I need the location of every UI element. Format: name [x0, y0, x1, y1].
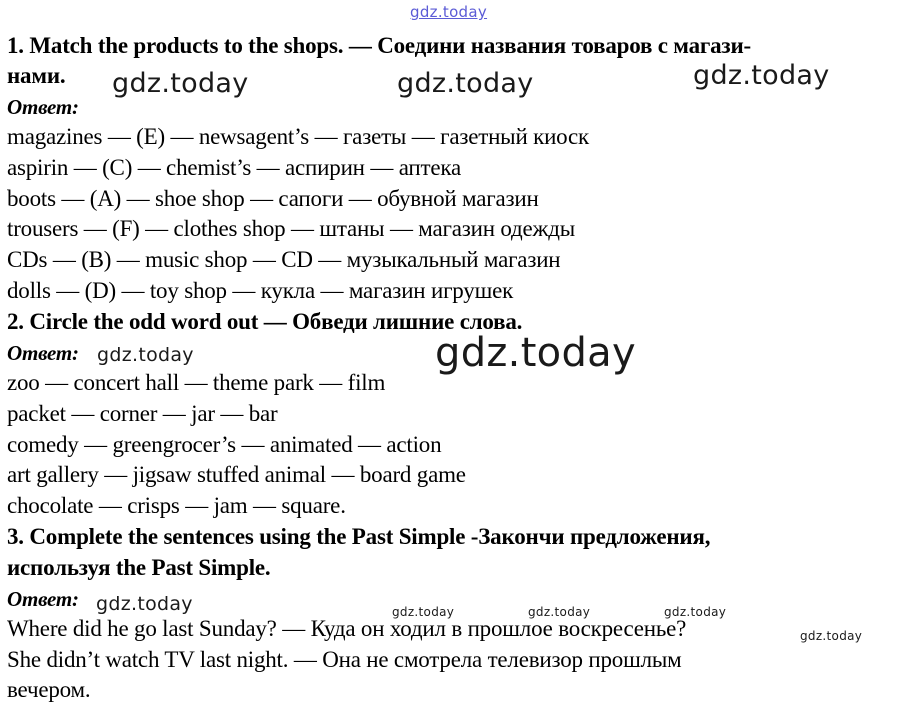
- watermark: gdz.today: [97, 344, 194, 366]
- section3-answer-line: She didn’t watch TV last night. — Она не смотрела телевизор прошлым: [7, 647, 682, 672]
- watermark: gdz.today: [528, 605, 591, 619]
- section3-answer-line: вечером.: [7, 677, 91, 702]
- watermark: gdz.today: [96, 593, 193, 615]
- watermark: gdz.today: [693, 60, 830, 91]
- section2-answer-line: chocolate — crisps — jam — square.: [7, 493, 346, 518]
- section3-answer-line: Where did he go last Sunday? — Куда он ходил в прошлое воскресенье?: [7, 616, 687, 641]
- section2-answer-line: zoo — concert hall — theme park — film: [7, 370, 386, 395]
- section2-answer-label: Ответ:: [7, 341, 79, 365]
- section2-heading: 2. Circle the odd word out — Обведи лишние слова.: [7, 309, 523, 334]
- section1-answer-line: trousers — (F) — clothes shop — штаны — магазин одежды: [7, 216, 575, 241]
- section2-answer-line: packet — corner — jar — bar: [7, 401, 278, 426]
- watermark: gdz.today: [112, 68, 249, 99]
- section1-answer-line: aspirin — (C) — chemist’s — аспирин — аптека: [7, 155, 461, 180]
- section1-answer-line: dolls — (D) — toy shop — кукла — магазин игрушек: [7, 278, 514, 303]
- watermark: gdz.today: [664, 605, 727, 619]
- watermark: gdz.today: [397, 68, 534, 99]
- watermark: gdz.today: [435, 330, 636, 376]
- section1-answer-line: boots — (A) — shoe shop — сапоги — обувной магазин: [7, 186, 539, 211]
- section1-heading-line1: 1. Match the products to the shops. — Соедини названия товаров с магази-: [7, 33, 751, 58]
- section1-answer-label: Ответ:: [7, 95, 79, 119]
- section1-answer-line: CDs — (B) — music shop — CD — музыкальный магазин: [7, 247, 561, 272]
- watermark: gdz.today: [392, 605, 455, 619]
- section3-heading-line1: 3. Complete the sentences using the Past Simple -Закончи предложения,: [7, 524, 711, 549]
- section3-heading-line2: используя the Past Simple.: [7, 555, 271, 580]
- section1-heading-line2: нами.: [7, 63, 66, 88]
- watermark-top: gdz.today: [410, 3, 488, 21]
- section3-answer-label: Ответ:: [7, 587, 79, 611]
- watermark: gdz.today: [800, 629, 863, 643]
- section2-answer-line: art gallery — jigsaw stuffed animal — board game: [7, 462, 466, 487]
- section2-answer-line: comedy — greengrocer’s — animated — action: [7, 432, 442, 457]
- section1-answer-line: magazines — (E) — newsagent’s — газеты — газетный киоск: [7, 124, 590, 149]
